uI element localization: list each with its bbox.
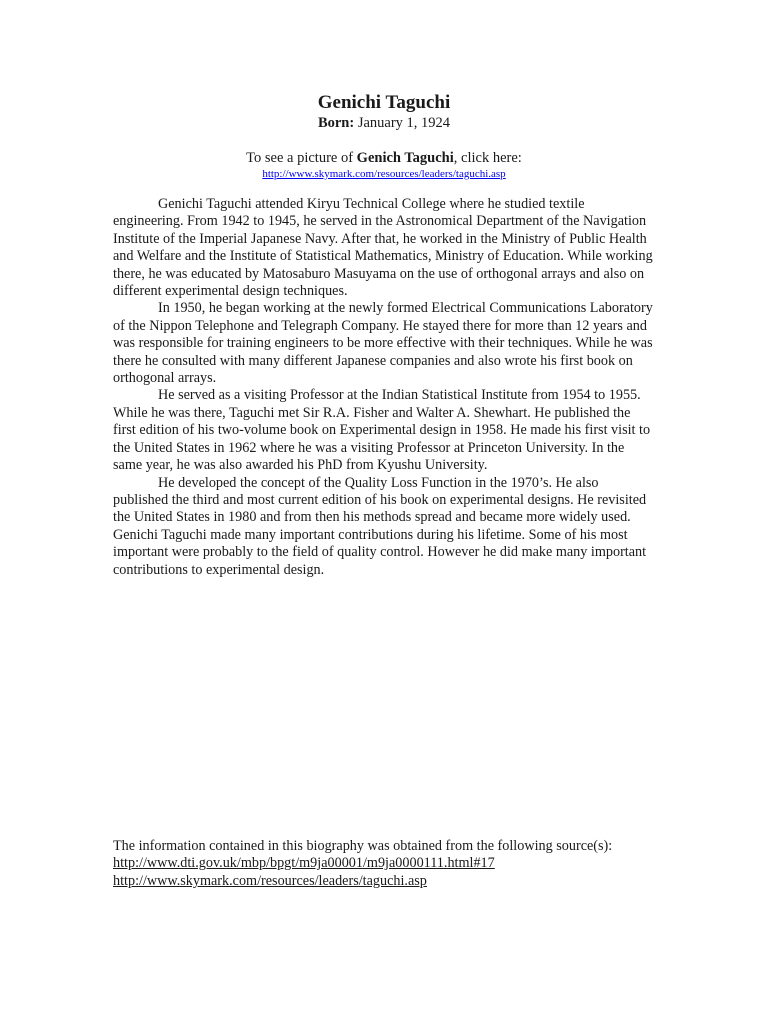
sources-section <box>113 838 673 890</box>
picture-name: Genich Taguchi <box>356 150 454 166</box>
source-link-skymark[interactable]: http://www.skymark.com/resources/leaders/taguchi.asp <box>113 872 427 889</box>
page-title: Genichi Taguchi <box>317 92 451 113</box>
paragraph-quality-loss: He developed the concept of the Quality Loss Function in the 1970’s. He also published the third and most current edition of his book on experimental designs. He revisited the United States in 1980 and from then his methods spread and became more widely used. Genichi Taguchi made many important contributions during his lifetime. Some of his most important were probably to the field of quality control. However he did make many important contributions to experimental design. <box>113 474 647 578</box>
source-link-dti[interactable]: http://www.dti.gov.uk/mbp/bpgt/m9ja00001/m9ja0000111.html#17 <box>113 855 495 872</box>
picture-suffix: , click here: <box>453 150 522 166</box>
born-line <box>0 114 768 132</box>
picture-link-line <box>0 167 768 181</box>
picture-line <box>0 149 768 167</box>
picture-link[interactable]: http://www.skymark.com/resources/leaders/taguchi.asp <box>262 168 506 180</box>
picture-prefix: To see a picture of <box>246 150 357 166</box>
paragraph-ntt: In 1950, he began working at the newly formed Electrical Communications Laboratory of the Nippon Telephone and Telegraph Company. He stayed there for more than 12 years and was responsible for training engineers to be more effective with their techniques. While he was there he consulted with many different Japanese companies and also wrote his first book on orthogonal arrays. <box>113 300 653 387</box>
born-label: Born: <box>317 115 355 131</box>
paragraph-education: Genichi Taguchi attended Kiryu Technical College where he studied textile engineering. From 1942 to 1945, he served in the Astronomical Department of the Navigation Institute of the Imperial Japanese Navy. After that, he worked in the Ministry of Public Health and Welfare and the Institute of Statistical Mathematics, Ministry of Education. While working there, he was educated by Matosaburo Masuyama on the use of orthogonal arrays and also on different experimental design techniques. <box>113 196 653 300</box>
paragraph-professor: He served as a visiting Professor at the Indian Statistical Institute from 1954 to 1955. While he was there, Taguchi met Sir R.A. Fisher and Walter A. Shewhart. He published the first edition of his two-volume book on Experimental design in 1958. He made his first visit to the United States in 1962 where he was a visiting Professor at Princeton University. In the same year, he was also awarded his PhD from Kyushu University. <box>113 387 651 474</box>
born-date: January 1, 1924 <box>357 115 451 131</box>
biography-body <box>113 196 653 579</box>
sources-intro: The information contained in this biography was obtained from the following source(s): <box>113 838 613 854</box>
